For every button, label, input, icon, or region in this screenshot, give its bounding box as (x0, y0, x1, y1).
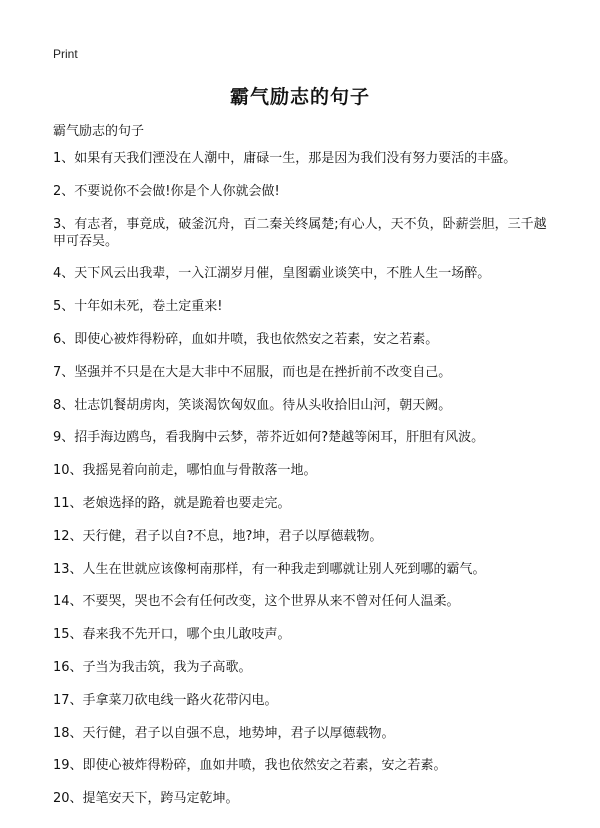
quote-item-15: 15、春来我不先开口，哪个虫儿敢吱声。 (53, 627, 291, 643)
quote-item-1: 1、如果有天我们湮没在人潮中，庸碌一生，那是因为我们没有努力要活的丰盛。 (53, 151, 517, 166)
quote-item-8: 8、壮志饥餐胡虏肉，笑谈渴饮匈奴血。待从头收拾旧山河，朝天阙。 (53, 397, 452, 413)
quote-item-11: 11、老娘选择的路，就是跪着也要走完。 (53, 495, 291, 511)
quote-item-10: 10、我摇晃着向前走，哪怕血与骨散落一地。 (53, 463, 317, 479)
document-subtitle: 霸气励志的句子 (53, 124, 145, 139)
quote-item-13: 13、人生在世就应该像柯南那样，有一种我走到哪就让别人死到哪的霸气。 (53, 561, 486, 577)
print-label: Print (53, 47, 78, 61)
quote-item-4: 4、天下风云出我辈，一入江湖岁月催，皇图霸业谈笑中，不胜人生一场醉。 (53, 266, 491, 282)
quote-item-17: 17、手拿菜刀砍电线一路火花带闪电。 (53, 692, 278, 708)
quote-item-12: 12、天行健，君子以自?不息，地?坤，君子以厚德载物。 (53, 528, 383, 544)
quote-item-16: 16、子当为我击筑，我为子高歌。 (53, 659, 252, 675)
quote-item-3: 3、有志者，事竟成，破釜沉舟，百二秦关终属楚;有心人，天不负，卧薪尝胆，三千越甲可吞吴。 (53, 216, 547, 249)
quote-item-20: 20、提笔安天下，跨马定乾坤。 (53, 791, 239, 807)
quote-item-9: 9、招手海边鸥鸟，看我胸中云梦，蒂芥近如何?楚越等闲耳，肝胆有风波。 (53, 430, 485, 446)
quote-item-19: 19、即使心被炸得粉碎，血如井喷，我也依然安之若素，安之若素。 (53, 758, 447, 774)
quote-item-2: 2、不要说你不会做!你是个人你就会做! (53, 183, 280, 199)
quote-item-14: 14、不要哭，哭也不会有任何改变，这个世界从来不曾对任何人温柔。 (53, 594, 460, 610)
quote-item-7: 7、坚强并不只是在大是大非中不屈服，而也是在挫折前不改变自己。 (53, 364, 452, 380)
quote-item-6: 6、即使心被炸得粉碎，血如井喷，我也依然安之若素，安之若素。 (53, 331, 439, 347)
document-title: 霸气励志的句子 (229, 86, 370, 108)
quote-item-5: 5、十年如未死，卷土定重来! (53, 299, 223, 315)
quote-item-18: 18、天行健，君子以自强不息，地势坤，君子以厚德载物。 (53, 725, 395, 741)
quote-list (53, 150, 555, 823)
